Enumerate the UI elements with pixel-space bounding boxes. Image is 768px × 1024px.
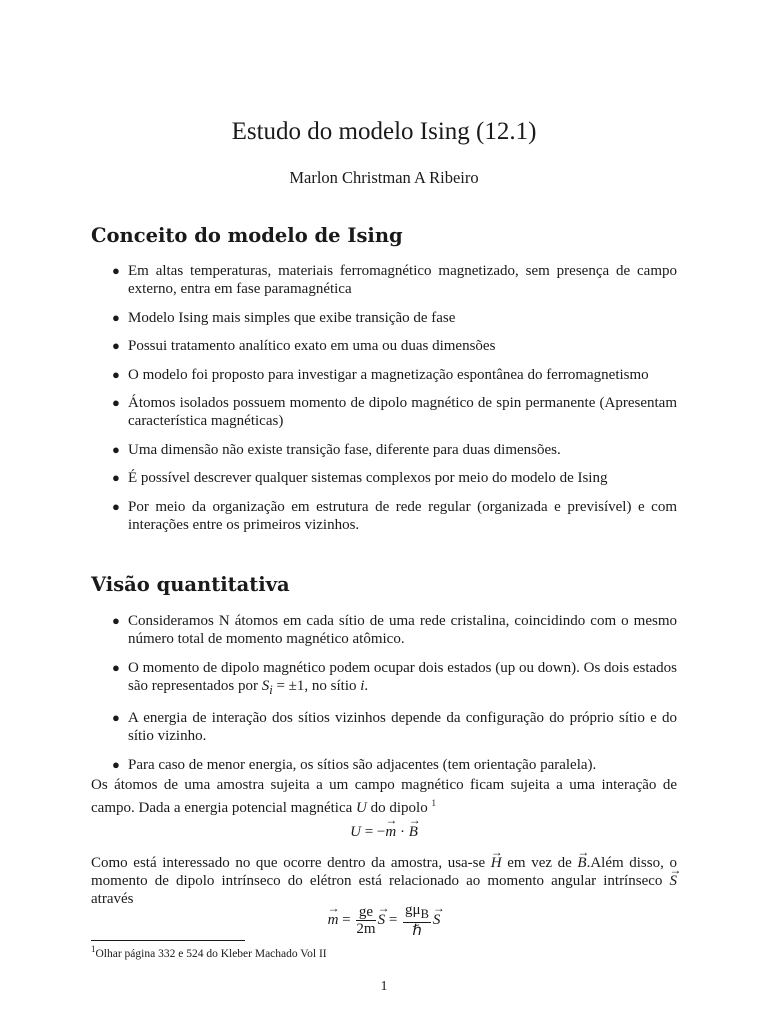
bullet-icon: ● bbox=[112, 498, 120, 514]
list-item: ● Uma dimensão não existe transição fase, diferente para duas dimensões. bbox=[112, 441, 561, 458]
list-item: ● Possui tratamento analítico exato em uma ou duas dimensões bbox=[112, 338, 496, 354]
list-item: ● A energia de interação dos sítios vizinhos depende da configuração do próprio sítio e do sítio vizinho. bbox=[112, 710, 677, 744]
spin-symbol: S bbox=[261, 677, 270, 694]
bullet-icon: ● bbox=[112, 263, 120, 278]
paragraph-energy: Os átomos de uma amostra sujeita a um campo magnético ficam sujeita a uma interação de campo. Dada a energia potencial magnética U do dipolo $^1$ bbox=[91, 777, 677, 816]
bullet-icon: ● bbox=[112, 470, 120, 485]
page-title: Estudo do modelo Ising (12.1) bbox=[231, 118, 537, 145]
page-number: 1 bbox=[380, 979, 388, 994]
quantitative-list bbox=[91, 612, 677, 784]
bullet-icon: ● bbox=[112, 309, 120, 325]
bullet-icon: ● bbox=[112, 366, 120, 382]
bullet-icon: ● bbox=[112, 338, 120, 353]
footnote-ref: 1 bbox=[431, 798, 436, 808]
author-name: Marlon Christman A Ribeiro bbox=[289, 168, 479, 187]
bullet-icon: ● bbox=[112, 441, 120, 457]
bullet-icon: ● bbox=[112, 395, 120, 410]
list-item: ● Para caso de menor energia, os sítios são adjacentes (tem orientação paralela). bbox=[112, 756, 597, 773]
section-heading-visao: Visão quantitativa bbox=[91, 573, 290, 596]
concept-list bbox=[91, 262, 677, 544]
bullet-icon: ● bbox=[112, 756, 120, 772]
list-item: ● Em altas temperaturas, materiais ferromagnético magnetizado, sem presença de campo externo, entra em fase paramagnética bbox=[112, 263, 677, 297]
list-item: ● O momento de dipolo magnético podem ocupar dois estados (up ou down). Os dois estados são representados por $S_i = \pm 1$, no sítio i. bbox=[112, 659, 677, 697]
list-item: ● Por meio da organização em estrutura de rede regular (organizada e previsível) e com interações entre os primeiros vizinhos. bbox=[112, 498, 677, 533]
list-item: ● É possível descrever qualquer sistemas complexos por meio do modelo de Ising bbox=[112, 470, 608, 486]
list-item: ● Modelo Ising mais simples que exibe transição de fase bbox=[112, 309, 456, 326]
list-item: ● Consideramos N átomos em cada sítio de uma rede cristalina, coincidindo com o mesmo número total de momento magnético atômico. bbox=[112, 613, 677, 647]
paragraph-moment: Como está interessado no que ocorre dentro da amostra, usa-se → H em vez de → B.Além disso, o momento de dipolo intrínseco do elétron está relacionado ao momento angular intrínseco → S através bbox=[91, 854, 677, 908]
bullet-icon: ● bbox=[112, 710, 120, 725]
bullet-icon: ● bbox=[112, 659, 120, 675]
footnote: $^1$Olhar página 332 e 524 do Kleber Machado Vol II bbox=[91, 944, 327, 960]
equation-energy: U = −→ m · → B bbox=[0, 824, 768, 841]
list-item: ● O modelo foi proposto para investigar a magnetização espontânea do ferromagnetismo bbox=[112, 366, 649, 383]
footnote-divider bbox=[91, 940, 245, 941]
equation-moment: → m = $\frac{ge}{2m}$ → S = $\frac{g\mu_B}{\text{ℏ}}$ → S bbox=[0, 902, 768, 939]
section-heading-conceito: Conceito do modelo de Ising bbox=[91, 224, 403, 247]
bullet-icon: ● bbox=[112, 613, 120, 628]
list-item: ● Átomos isolados possuem momento de dipolo magnético de spin permanente (Apresentam característica magnéticas) bbox=[112, 395, 677, 429]
